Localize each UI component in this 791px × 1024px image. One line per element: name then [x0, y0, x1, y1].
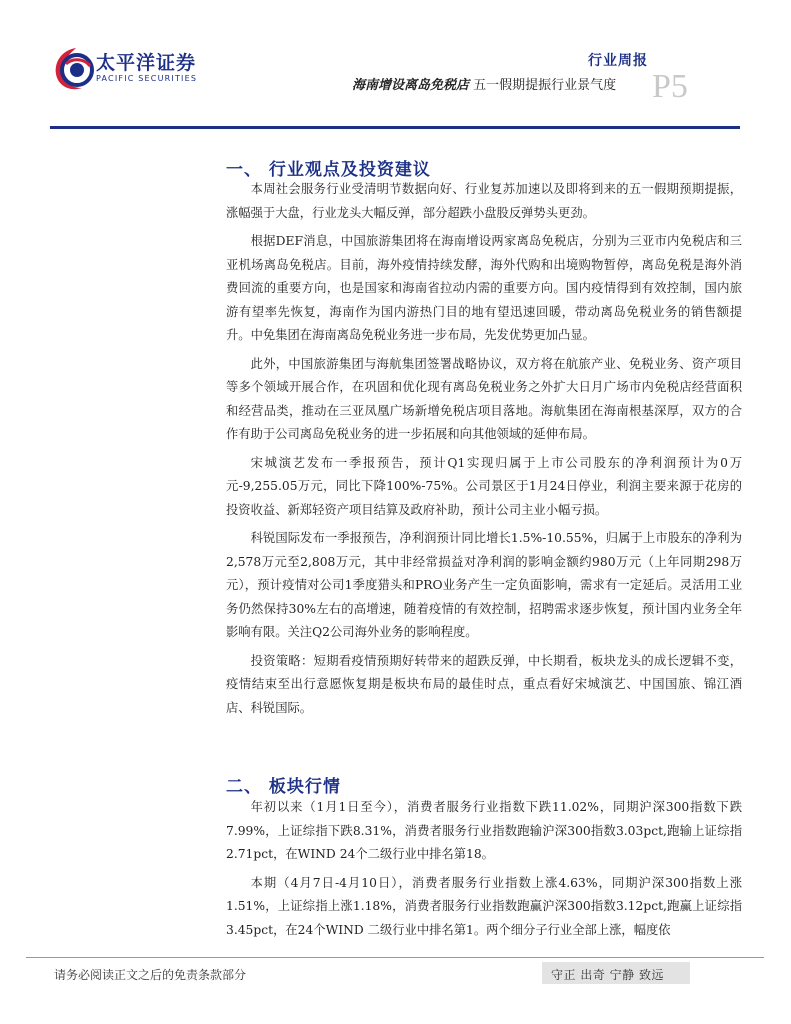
report-type: 行业周报 — [588, 53, 648, 69]
footer-disclaimer: 请务必阅读正文之后的免责条款部分 — [54, 968, 247, 982]
section-body-2 — [226, 796, 742, 947]
report-title-bold: 海南增设离岛免税店 — [352, 78, 470, 93]
paragraph: 年初以来（1月1日至今），消费者服务行业指数下跌11.02%，同期沪深300指数下跌7.99%，上证综指下跌8.31%，消费者服务行业指数跑输沪深300指数3.03pct,跑输上证综指2.71pct，在WIND 24个二级行业中排名第18。 — [226, 800, 742, 861]
footer-motto: 守正 出奇 宁静 致远 — [551, 968, 664, 982]
paragraph: 科锐国际发布一季报预告，净利润预计同比增长1.5%-10.55%，归属于上市股东的净利为2,578万元至2,808万元，其中非经常损益对净利润的影响金额约980万元（上年同期298万元），预计疫情对公司1季度猎头和PRO业务产生一定负面影响，需求有一定延后。灵活用工业务仍然保持30%左右的高增速，随着疫情的有效控制，招聘需求逐步恢复，预计国内业务全年影响有限。关注Q2公司海外业务的影响程度。 — [226, 531, 742, 639]
header-divider — [50, 126, 740, 129]
brand-name-cn: 太平洋证券 — [96, 52, 197, 74]
report-title-rest: 五一假期提振行业景气度 — [469, 78, 617, 93]
brand-name-en: PACIFIC SECURITIES — [96, 74, 198, 83]
section-title-2: 二、 板块行情 — [226, 777, 341, 797]
paragraph: 本周社会服务行业受清明节数据向好、行业复苏加速以及即将到来的五一假期预期提振，涨幅强于大盘，行业龙头大幅反弹，部分超跌小盘股反弹势头更劲。 — [226, 182, 742, 220]
section-title-1: 一、 行业观点及投资建议 — [226, 160, 431, 180]
footer-divider — [26, 957, 764, 958]
paragraph: 投资策略：短期看疫情预期好转带来的超跌反弹，中长期看，板块龙头的成长逻辑不变，疫情结束至出行意愿恢复期是板块布局的最佳时点，重点看好宋城演艺、中国国旅、锦江酒店、科锐国际。 — [226, 653, 742, 715]
report-title — [352, 74, 616, 93]
section-body-1 — [226, 178, 742, 725]
page-number: P5 — [652, 68, 688, 105]
paragraph: 此外，中国旅游集团与海航集团签署战略协议，双方将在航旅产业、免税业务、资产项目等多个领域开展合作，在巩固和优化现有离岛免税业务之外扩大日月广场市内免税店经营面积和经营品类，推动在三亚凤凰广场新增免税店项目落地。海航集团在海南根基深厚，双方的合作有助于公司离岛免税业务的进一步拓展和向其他领域的延伸布局。 — [226, 356, 742, 441]
paragraph: 宋城演艺发布一季报预告，预计Q1实现归属于上市公司股东的净利润预计为0万元-9,255.05万元，同比下降100%-75%。公司景区于1月24日停业，利润主要来源于花房的投资收益、新郑轻资产项目结算及政府补助，预计公司主业小幅亏损。 — [226, 455, 742, 517]
section-body-2-viewport — [0, 788, 791, 956]
paragraph: 本期（4月7日-4月10日），消费者服务行业指数上涨4.63%，同期沪深300指数上涨1.51%，上证综指上涨1.18%，消费者服务行业指数跑赢沪深300指数3.12pct,跑赢上证综指3.45pct，在24个WIND 二级行业中排名第1。两个细分子行业全部上涨，幅度依 — [226, 875, 742, 937]
paragraph: 根据DEF消息，中国旅游集团将在海南增设两家离岛免税店，分别为三亚市内免税店和三亚机场离岛免税店。目前，海外疫情持续发酵，海外代购和出境购物暂停，离岛免税是海外消费回流的重要方向，也是国家和海南省拉动内需的重要方向。国内疫情得到有效控制，国内旅游有望率先恢复，海南作为国内游热门目的地有望迅速回暖，带动离岛免税业务的销售额提升。中免集团在海南离岛免税业务进一步布局，先发优势更加凸显。 — [226, 234, 742, 342]
